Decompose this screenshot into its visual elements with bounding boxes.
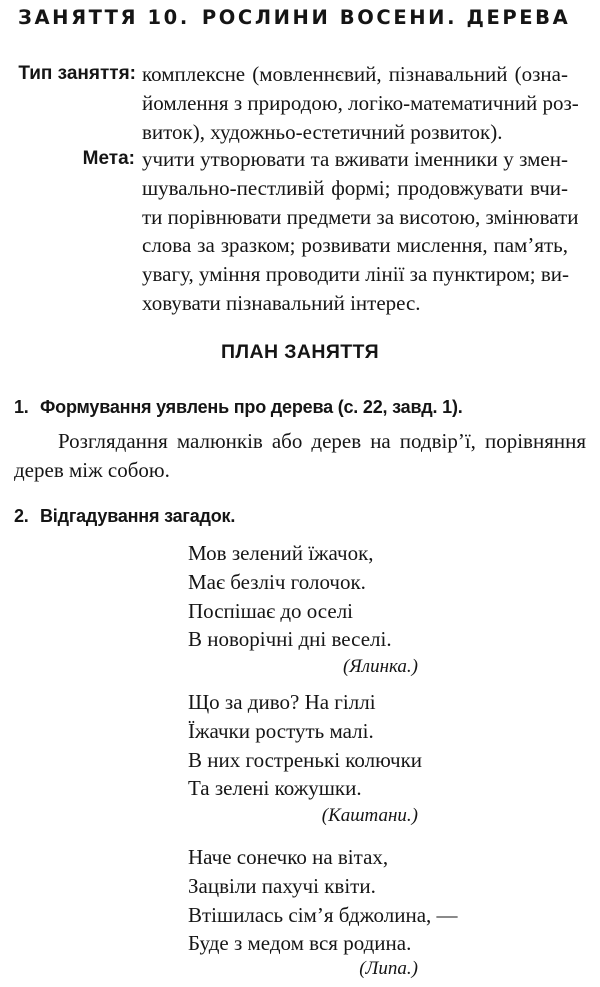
plan-item-number: 1. (14, 397, 29, 417)
riddle-line: Втішилась сім’я бджолина, — (188, 902, 458, 927)
page-title (18, 6, 590, 29)
riddle-2-answer: (Каштани.) (321, 805, 418, 826)
riddle-line: Зацвіли пахучі квіти. (188, 873, 376, 898)
lesson-type-line: комплексне (мовленнєвий, пізнавальний (озна- (142, 62, 568, 86)
lesson-topic: РОСЛИНИ ВОСЕНИ. ДЕРЕВА (201, 6, 571, 29)
riddle-2 (188, 688, 423, 803)
plan-item-line: Розглядання малюнків або дерев на подвір’ї, порівняння (58, 429, 586, 453)
plan-item-line: дерев між собою. (14, 457, 170, 482)
goal-line: увагу, уміння проводити лінії за пунктиром; ви- (142, 262, 569, 287)
goal-line: ти порівнювати предмети за висотою, змінювати (142, 204, 579, 229)
goal-line: шувально-пестливій формі; продовжувати вчи- (142, 175, 568, 200)
riddle-line: Мов зелений їжачок, (188, 541, 374, 565)
riddle-3-answer: (Липа.) (359, 958, 418, 979)
riddle-line: В них гостренькі колючки (188, 747, 423, 772)
riddle-line: Наче сонечко на вітах, (188, 845, 389, 869)
riddle-line: Та зелені кожушки. (188, 776, 362, 801)
riddle-line: Що за диво? На гіллі (188, 690, 376, 714)
plan-heading: ПЛАН ЗАНЯТТЯ (220, 341, 380, 363)
lesson-type-line: виток), художньо-естетичний розвиток). (142, 119, 503, 144)
riddle-line: Має безліч голочок. (188, 569, 366, 594)
goal-text (142, 145, 579, 318)
riddle-line: Буде з медом вся родина. (188, 931, 412, 956)
riddle-line: Їжачки ростуть малі. (188, 718, 374, 743)
riddle-line: Поспішає до оселі (188, 598, 354, 623)
plan-item-1-title (14, 397, 463, 418)
goal-line: слова за зразком; розвивати мислення, пам’ять, (142, 233, 568, 258)
riddle-1 (188, 539, 418, 654)
plan-item-title: Формування уявлень про дерева (с. 22, завд. 1). (40, 397, 463, 417)
riddle-3 (188, 843, 458, 958)
lesson-type-line: йомлення з природою, логіко-математичний роз- (142, 90, 579, 115)
riddle-1-answer: (Ялинка.) (342, 656, 418, 677)
plan-item-2-title (14, 506, 235, 527)
goal-line: учити утворювати та вживати іменники у змен- (142, 147, 568, 171)
lesson-number: ЗАНЯТТЯ 10. (18, 6, 190, 29)
plan-item-1-text (14, 427, 586, 485)
lesson-type-label: Тип заняття: (18, 63, 136, 84)
goal-label: Мета: (82, 148, 135, 169)
lesson-type-text (142, 60, 579, 146)
plan-item-title: Відгадування загадок. (40, 506, 236, 526)
plan-item-number: 2. (14, 506, 29, 526)
riddle-line: В новорічні дні веселі. (188, 627, 392, 652)
goal-line: ховувати пізнавальний інтерес. (142, 290, 421, 315)
